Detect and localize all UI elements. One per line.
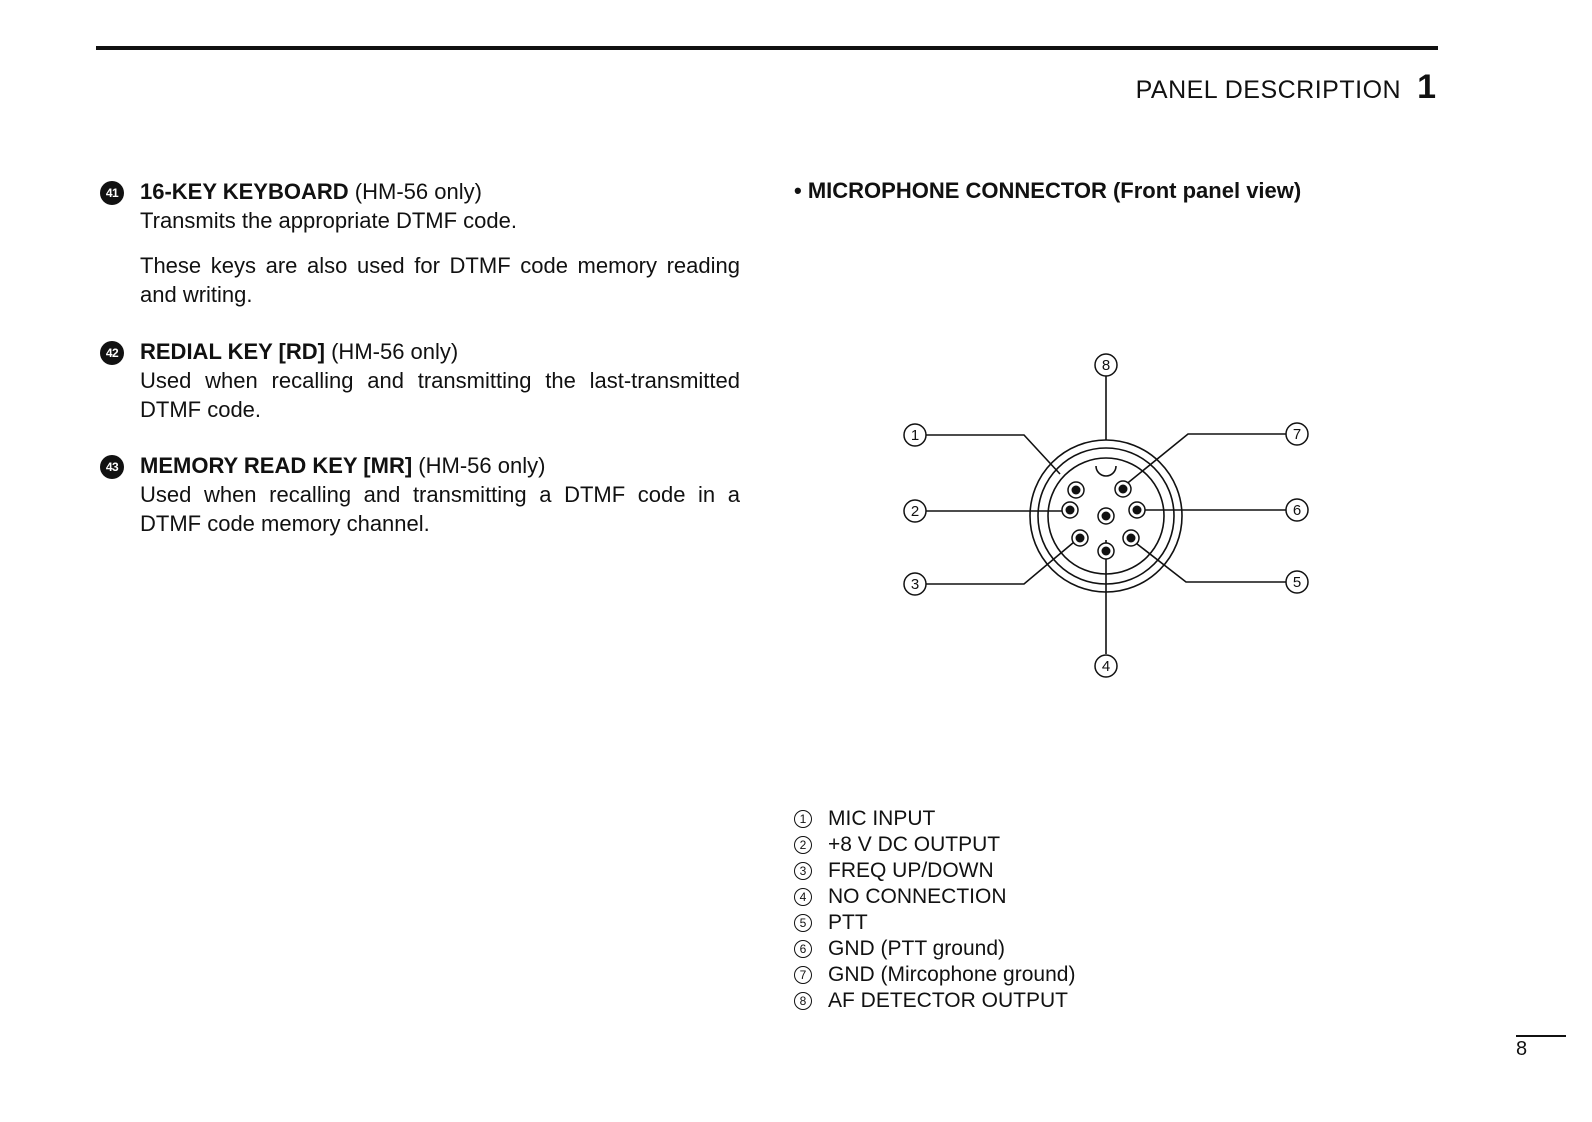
item-description: These keys are also used for DTMF code memory reading and writing. [140,253,740,307]
item-keyboard [100,177,740,309]
item-heading [140,337,740,366]
callout-1: 1 [910,427,920,444]
item-number-badge: 42 [100,341,124,365]
pin-5-dot [1127,534,1136,543]
legend-pin-label: GND (Mircophone ground) [828,963,1076,986]
page-number-rule [1516,1035,1566,1037]
item-description: Used when recalling and transmitting a DTMF code in a DTMF code memory channel. [140,482,740,536]
microphone-connector-title: • MICROPHONE CONNECTOR (Front panel view) [794,178,1302,203]
connector-diagram [880,340,1340,690]
callout-3: 3 [910,576,920,593]
pin-1-dot [1072,486,1081,495]
item-note: (HM-56 only) [331,339,459,364]
legend-pin-label: +8 V DC OUTPUT [828,833,1001,856]
legend-row [794,806,1075,832]
legend-row [794,884,1075,910]
legend-row [794,962,1075,988]
legend-pin-label: PTT [828,911,868,934]
pin-7-leader [1124,434,1286,486]
callout-4: 4 [1101,658,1111,675]
legend-pin-label: GND (PTT ground) [828,937,1005,960]
legend-pin-number: 4 [794,888,812,906]
pin-3-leader [926,537,1080,584]
legend-pin-number: 5 [794,914,812,932]
chapter-number: 1 [1417,68,1436,106]
top-rule [96,46,1438,50]
item-heading [140,177,740,206]
legend-row [794,910,1075,936]
item-memory-read-key [100,451,740,538]
legend-pin-label: MIC INPUT [828,807,936,830]
item-redial-key [100,337,740,424]
legend-pin-number: 3 [794,862,812,880]
legend-pin-label: NO CONNECTION [828,885,1007,908]
item-description: Transmits the appropriate DTMF code. [140,208,517,233]
legend-pin-number: 8 [794,992,812,1010]
pin-4-dot [1102,547,1111,556]
item-note: (HM-56 only) [418,453,546,478]
item-note: (HM-56 only) [354,179,482,204]
legend-pin-number: 7 [794,966,812,984]
pin-3-dot [1076,534,1085,543]
legend-pin-number: 2 [794,836,812,854]
pin-7-dot [1119,485,1128,494]
item-heading [140,451,740,480]
legend-row [794,858,1075,884]
pin-legend [794,806,1075,1014]
legend-pin-label: FREQ UP/DOWN [828,859,994,882]
item-title: REDIAL KEY [RD] [140,339,325,364]
page-number: 8 [1516,1038,1528,1060]
pin-2-dot [1066,506,1075,515]
legend-row [794,988,1075,1014]
legend-pin-number: 6 [794,940,812,958]
pin-6-dot [1133,506,1142,515]
callout-2: 2 [910,503,920,520]
callout-7: 7 [1292,426,1302,443]
item-title: MEMORY READ KEY [MR] [140,453,413,478]
item-number-badge: 43 [100,455,124,479]
pin-1-leader [926,435,1060,474]
connector-key-notch [1096,466,1116,476]
page-header [1136,68,1436,107]
item-number-badge: 41 [100,181,124,205]
callout-8: 8 [1101,357,1111,374]
callout-6: 6 [1292,502,1302,519]
pin-8-dot [1102,512,1111,521]
legend-row [794,936,1075,962]
callout-5: 5 [1292,574,1302,591]
legend-pin-number: 1 [794,810,812,828]
item-title: 16-KEY KEYBOARD [140,179,349,204]
item-description: Used when recalling and transmitting the last-transmitted DTMF code. [140,368,740,422]
legend-pin-label: AF DETECTOR OUTPUT [828,989,1068,1012]
legend-row [794,832,1075,858]
section-title: PANEL DESCRIPTION [1135,76,1402,104]
